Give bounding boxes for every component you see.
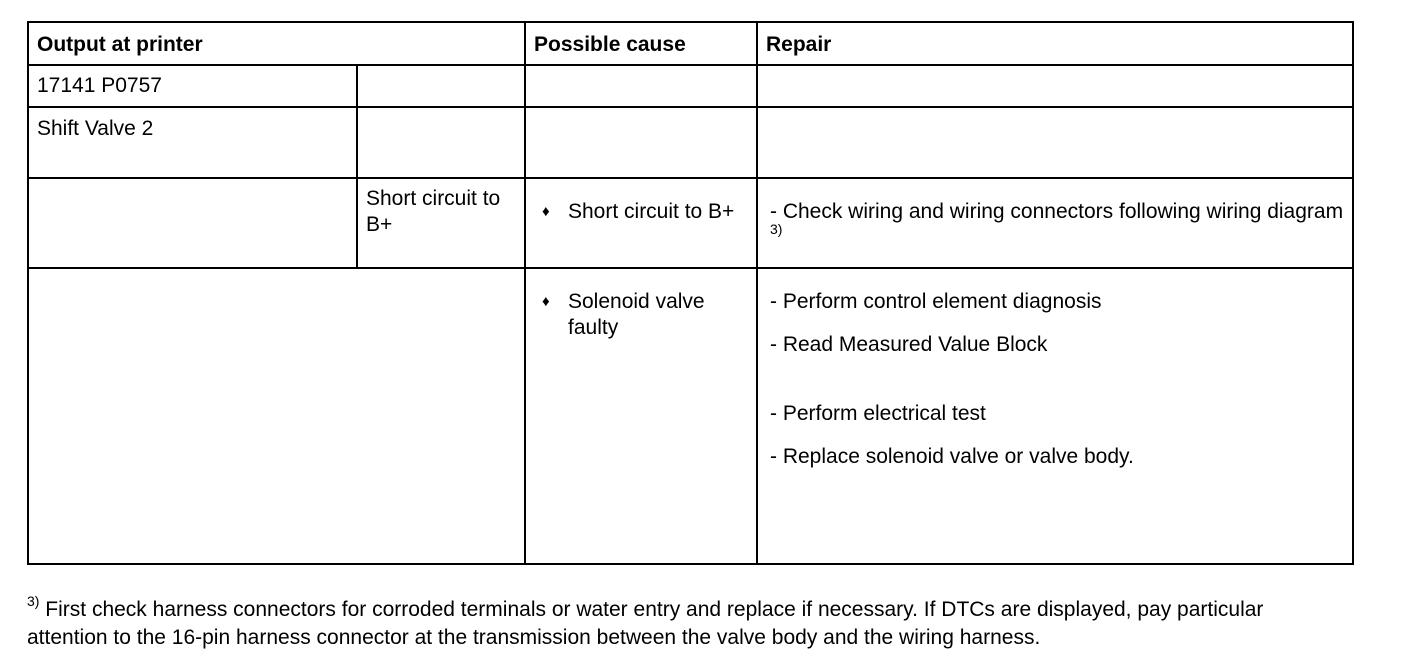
cause-text: Short circuit to B+ [568, 200, 735, 223]
table-row-short-circuit [28, 178, 1353, 268]
diamond-bullet-icon: ♦ [542, 203, 550, 220]
cause-cell [525, 268, 757, 564]
empty-cell [357, 107, 525, 178]
repair-list [758, 179, 1352, 251]
empty-cell [757, 107, 1353, 178]
table-row-solenoid-faulty [28, 268, 1353, 564]
header-repair [757, 22, 1353, 65]
header-output-label: Output at printer [37, 33, 203, 56]
cause-text: Solenoid valve faulty [568, 290, 705, 339]
repair-step: - Perform control element diagnosis [770, 290, 1102, 313]
condition-cell [357, 178, 525, 268]
repair-list [758, 269, 1352, 470]
diagnostic-table [27, 21, 1354, 565]
dtc-name-cell [28, 107, 357, 178]
repair-step-text: - Check wiring and wiring connectors following wiring diagram [770, 200, 1344, 223]
footnote-marker: 3) [27, 593, 40, 609]
table-row-code [28, 65, 1353, 107]
header-row [28, 22, 1353, 65]
empty-cell [525, 65, 757, 107]
header-cause-label: Possible cause [534, 33, 686, 56]
header-possible-cause [525, 22, 757, 65]
cause-list-item [526, 269, 756, 341]
footnote-reference: 3) [770, 221, 783, 237]
empty-cell [757, 65, 1353, 107]
repair-step: - Read Measured Value Block [770, 333, 1048, 356]
dtc-code: 17141 P0757 [37, 74, 162, 97]
repair-cell [757, 268, 1353, 564]
footnote-text: First check harness connectors for corroded terminals or water entry and replace if necessary. If DTCs are displayed, pay particular attention to the 16-pin harness connector at the transmission between the valve body and the wiring harness. [27, 598, 1264, 649]
dtc-code-cell [28, 65, 357, 107]
footnote [27, 593, 1347, 652]
empty-cell [357, 65, 525, 107]
empty-cell [28, 178, 357, 268]
cause-list-item [526, 179, 756, 225]
repair-step: - Replace solenoid valve or valve body. [770, 445, 1134, 468]
repair-cell [757, 178, 1353, 268]
table-row-name [28, 107, 1353, 178]
empty-cell [525, 107, 757, 178]
diamond-bullet-icon: ♦ [542, 293, 550, 310]
repair-step: - Perform electrical test [770, 402, 986, 425]
header-output-at-printer [28, 22, 525, 65]
header-repair-label: Repair [766, 33, 832, 56]
empty-cell [28, 268, 525, 564]
condition-text: Short circuit to B+ [366, 187, 501, 236]
dtc-name: Shift Valve 2 [37, 117, 154, 140]
cause-cell [525, 178, 757, 268]
repair-step [758, 199, 1352, 251]
